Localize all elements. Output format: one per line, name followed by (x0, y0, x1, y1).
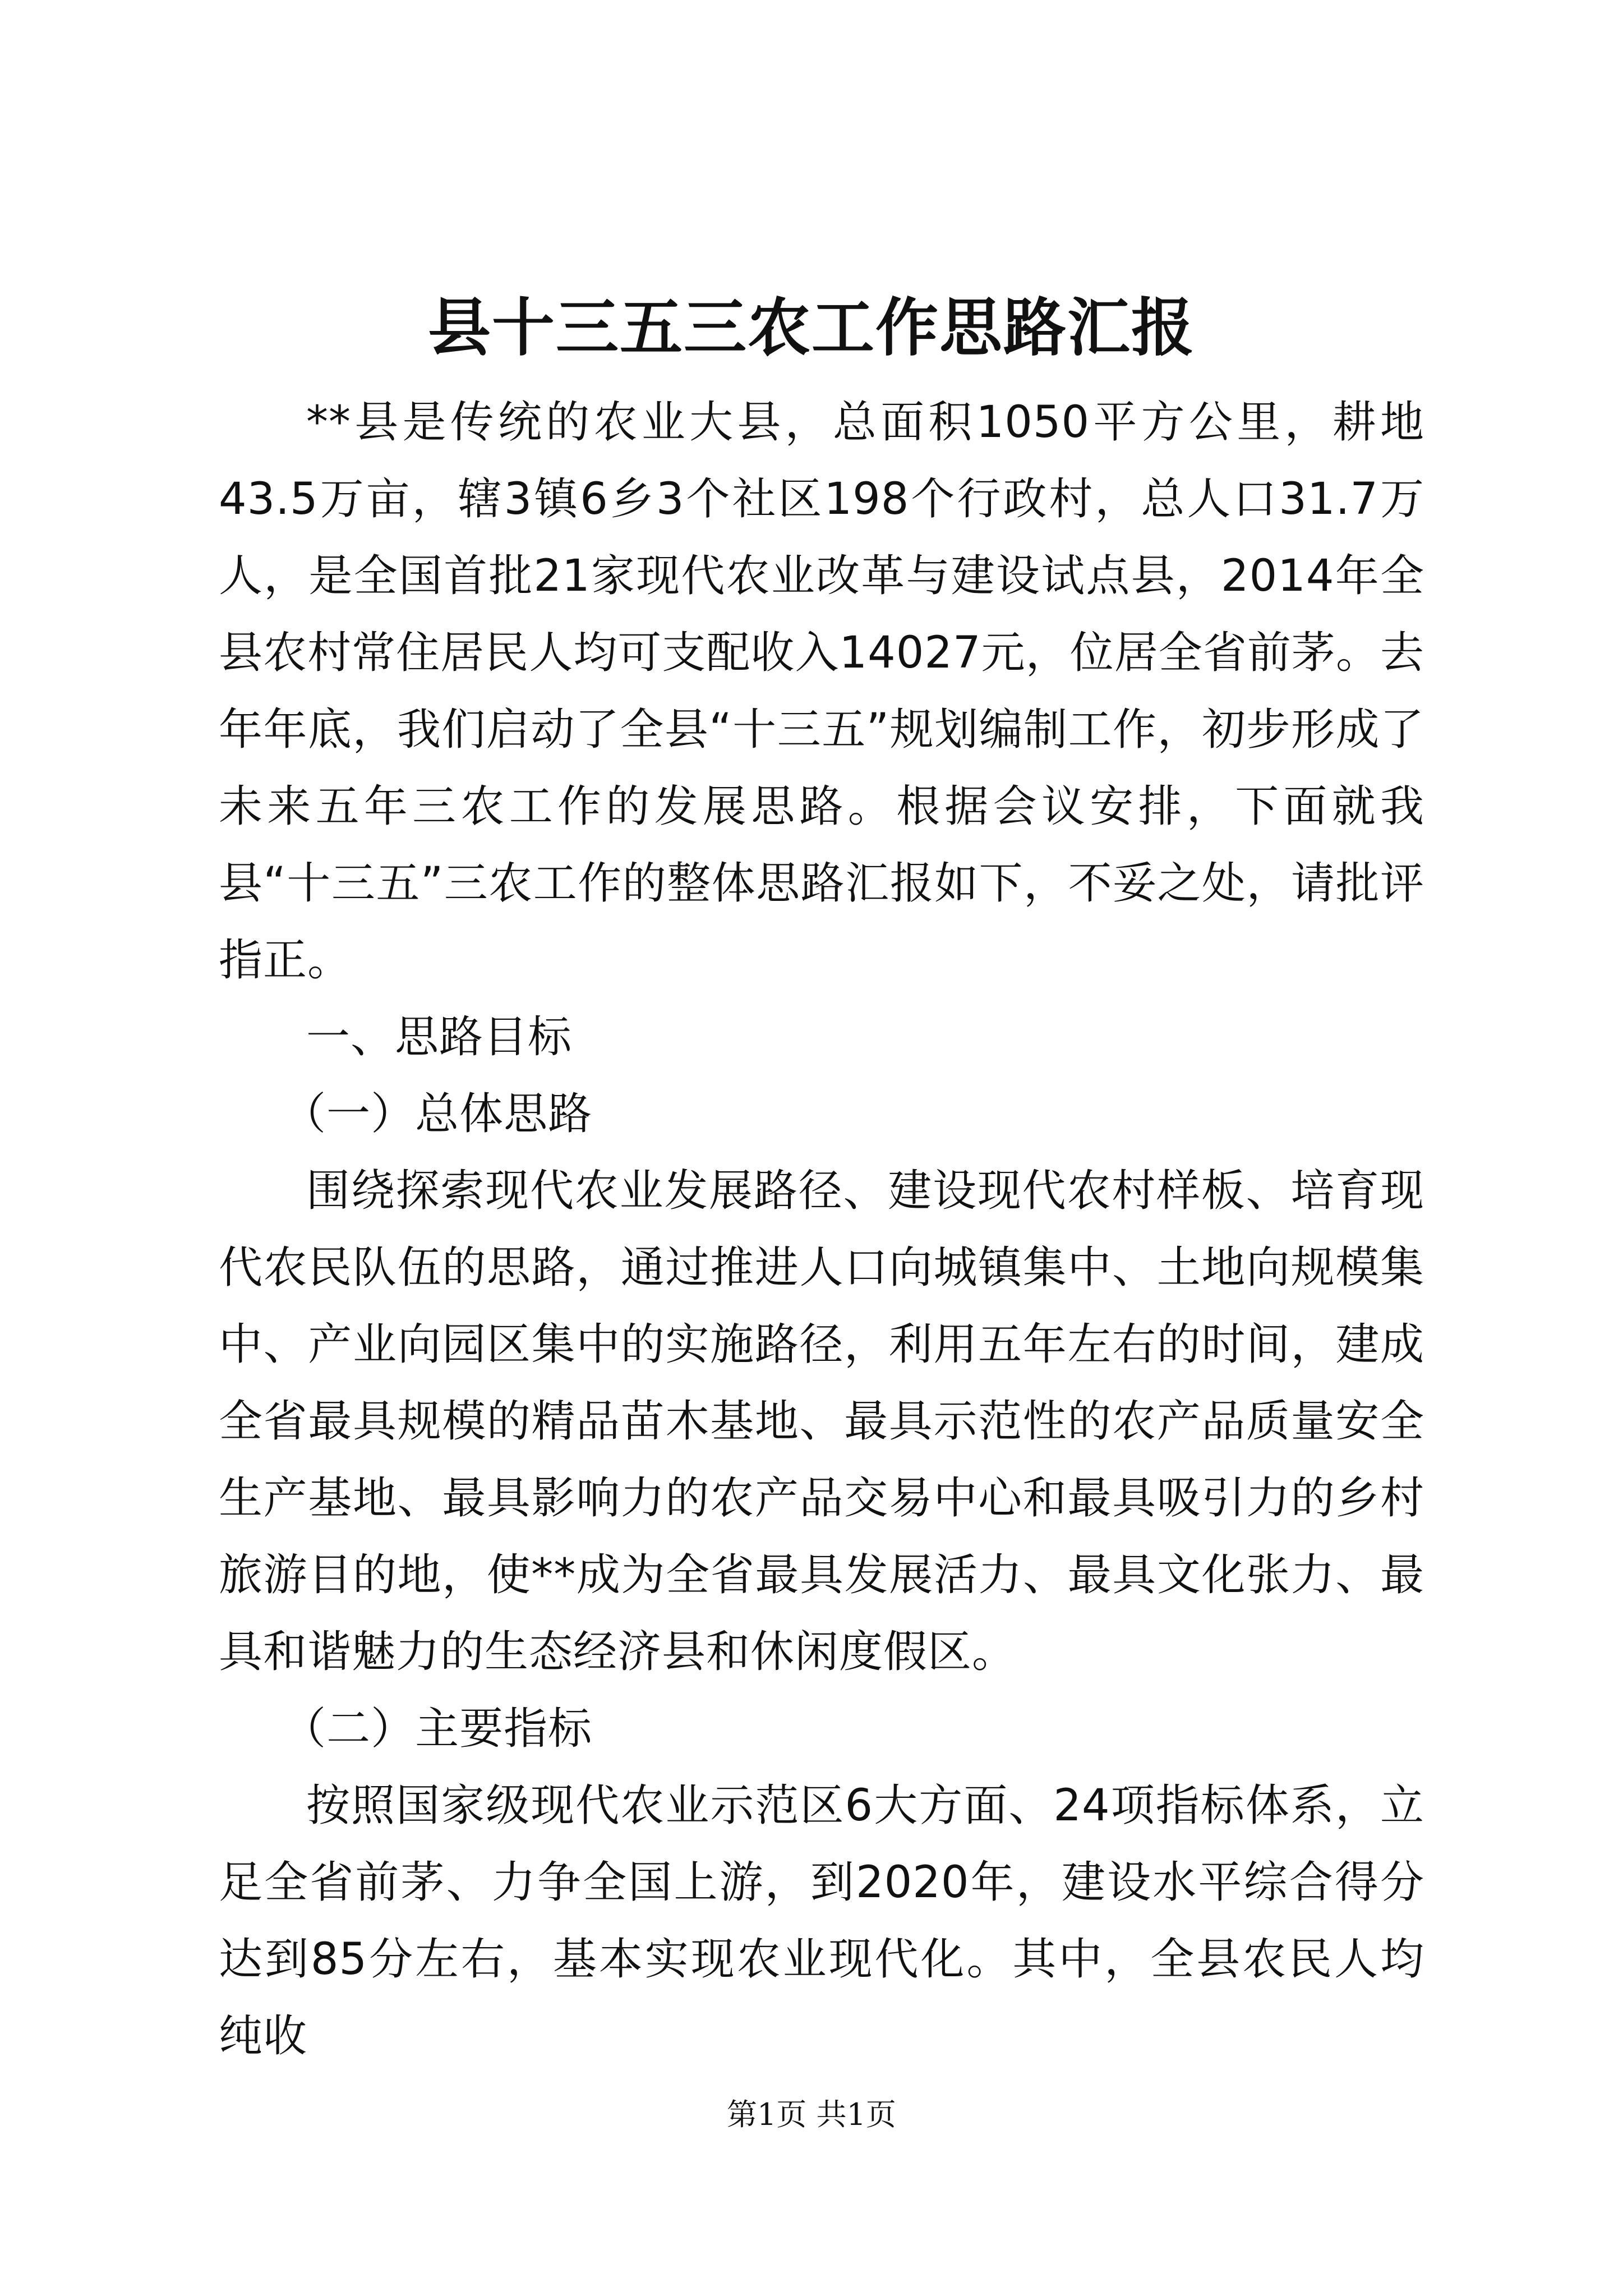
subsection-heading-overall: （一）总体思路 (282, 1089, 593, 1139)
subsection-heading-indicators: （二）主要指标 (282, 1704, 593, 1754)
overall-approach-paragraph: 围绕探索现代农业发展路径、建设现代农村样板、培育现代农民队伍的思路，通过推进人口向城镇集中、土地向规模集中、产业向园区集中的实施路径，利用五年左右的时间，建成全省最具规模的精品苗木基地、最具示范性的农产品质量安全生产基地、最具影响力的农产品交易中心和最具吸引力的乡村旅游目的地，使**成为全省最具发展活力、最具文化张力、最具和谐魅力的生态经济县和休闲度假区。 (219, 1166, 1424, 1677)
document-body (219, 384, 1424, 2075)
document-title: 县十三五三农工作思路汇报 (428, 291, 1195, 365)
indicators-paragraph: 按照国家级现代农业示范区6大方面、24项指标体系，立足全省前茅、力争全国上游，到2020年，建设水平综合得分达到85分左右，基本实现农业现代化。其中，全县农民人均纯收 (219, 1780, 1424, 2062)
intro-paragraph: **县是传统的农业大县，总面积1050平方公里，耕地43.5万亩，辖3镇6乡3个社区198个行政村，总人口31.7万人，是全国首批21家现代农业改革与建设试点县，2014年全县农村常住居民人均可支配收入14027元，位居全省前茅。去年年底，我们启动了全县“十三五”规划编制工作，初步形成了未来五年三农工作的发展思路。根据会议安排，下面就我县“十三五”三农工作的整体思路汇报如下，不妥之处，请批评指正。 (219, 397, 1424, 986)
section-heading-goals: 一、思路目标 (306, 1012, 573, 1062)
page-footer: 第1页 共1页 (727, 2097, 896, 2132)
